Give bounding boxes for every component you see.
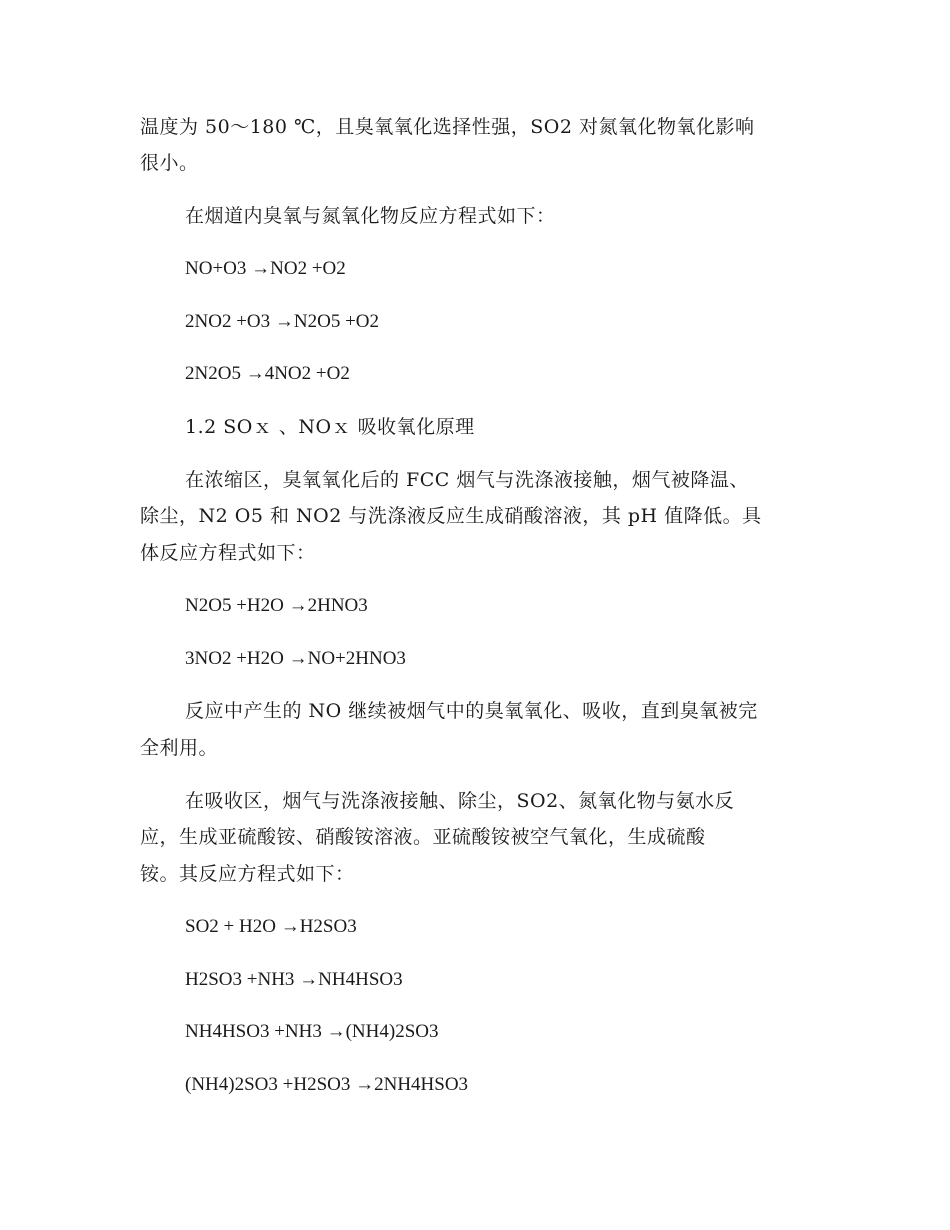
equation: NH4HSO3 +NH3 →(NH4)2SO3 <box>185 1021 439 1042</box>
paragraph-line: 全利用。 <box>140 737 219 759</box>
equation: 2NO2 +O3 →N2O5 +O2 <box>185 311 380 332</box>
paragraph-line: 体反应方程式如下： <box>140 542 316 564</box>
equation: H2SO3 +NH3 →NH4HSO3 <box>185 969 403 990</box>
paragraph-line: 铵。其反应方程式如下： <box>140 863 355 885</box>
paragraph-line: 温度为 50～180 ℃，且臭氧氧化选择性强，SO2 对氮氧化物氧化影响 <box>140 116 755 138</box>
equation: NO+O3 →NO2 +O2 <box>185 258 346 279</box>
equation: 3NO2 +H2O →NO+2HNO3 <box>185 648 406 669</box>
paragraph-line: 很小。 <box>140 152 199 174</box>
paragraph-line: 在吸收区，烟气与洗涤液接触、除尘，SO2、氮氧化物与氨水反 <box>185 790 735 812</box>
section-heading: 1.2 SOｘ 、NOｘ 吸收氧化原理 <box>185 416 475 438</box>
equation: SO2 + H2O →H2SO3 <box>185 916 357 937</box>
paragraph-line: 反应中产生的 NO 继续被烟气中的臭氧氧化、吸收，直到臭氧被完 <box>185 700 758 722</box>
equation: 2N2O5 →4NO2 +O2 <box>185 363 350 384</box>
paragraph-line: 除尘，N2 O5 和 NO2 与洗涤液反应生成硝酸溶液，其 pH 值降低。具 <box>140 505 762 527</box>
equation: N2O5 +H2O →2HNO3 <box>185 595 368 616</box>
paragraph-line: 应，生成亚硫酸铵、硝酸铵溶液。亚硫酸铵被空气氧化，生成硫酸 <box>140 826 706 848</box>
paragraph-line: 在浓缩区，臭氧氧化后的 FCC 烟气与洗涤液接触，烟气被降温、 <box>185 469 749 491</box>
paragraph-line: 在烟道内臭氧与氮氧化物反应方程式如下： <box>185 205 556 227</box>
equation: (NH4)2SO3 +H2SO3 →2NH4HSO3 <box>185 1074 469 1095</box>
